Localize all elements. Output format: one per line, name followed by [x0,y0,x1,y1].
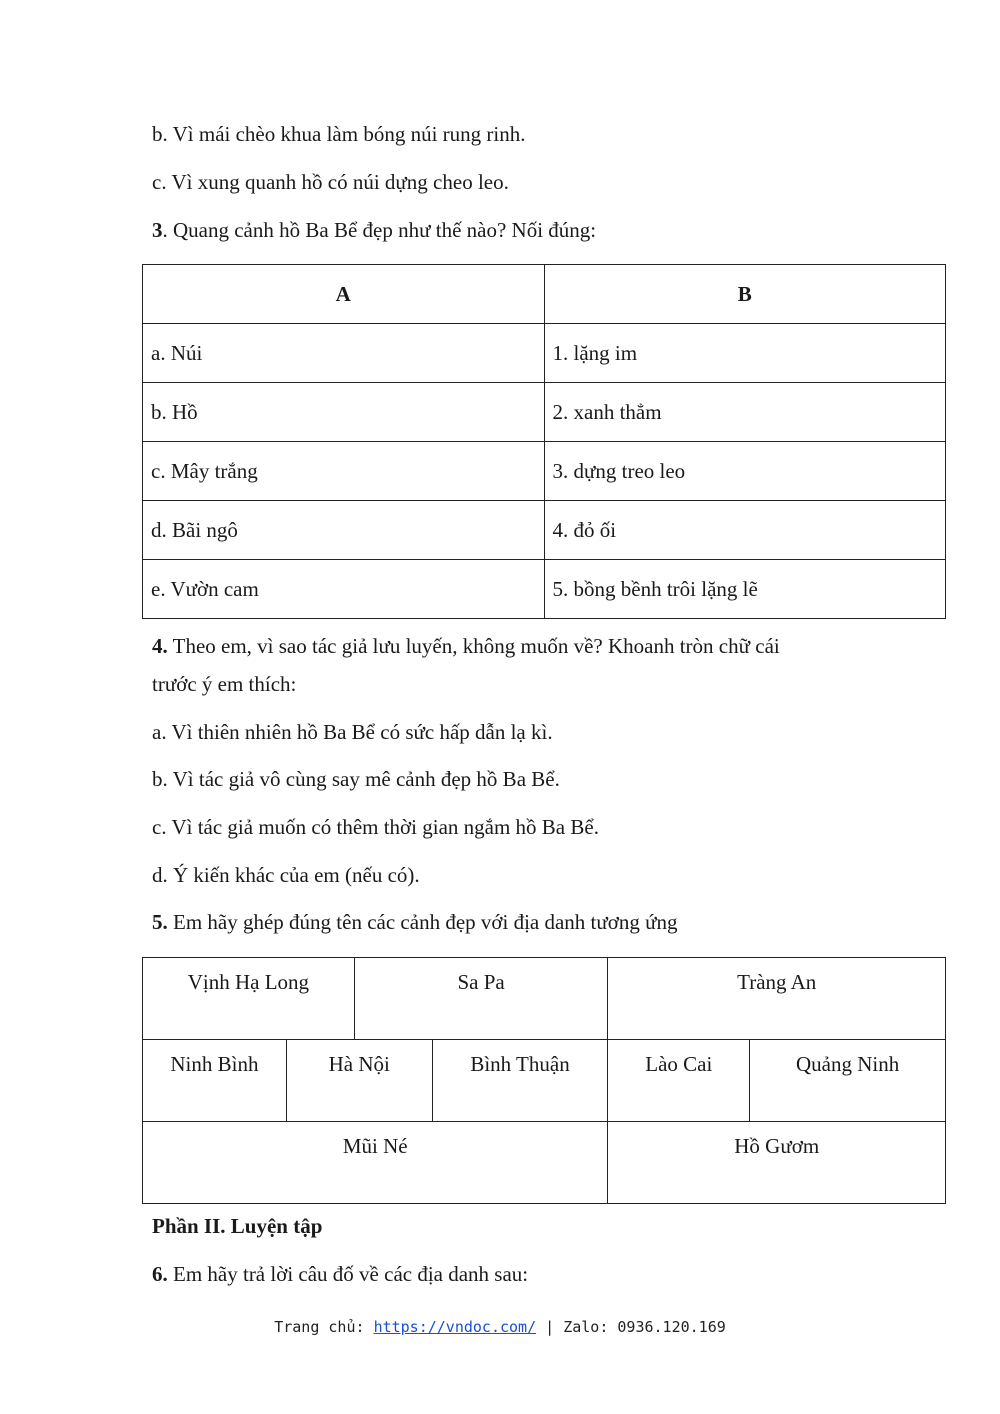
footer-prefix: Trang chủ: [274,1318,374,1336]
place-cell: Quảng Ninh [750,1040,946,1122]
place-cell: Tràng An [608,958,946,1040]
place-cell: Vịnh Hạ Long [143,958,355,1040]
section-title: Phần II. Luyện tập [152,1214,323,1238]
q4-text: Theo em, vì sao tác giả lưu luyến, không muốn về? Khoanh tròn chữ cái [167,634,780,658]
places-table [142,957,946,1204]
place-cell: Lào Cai [608,1040,750,1122]
q3-text: . Quang cảnh hồ Ba Bể đẹp như thế nào? Nối đúng: [162,218,597,242]
place-cell: Hà Nội [286,1040,432,1122]
q4-question-line2: trước ý em thích: [152,672,297,696]
cell-b: 2. xanh thẳm [544,383,946,442]
place-cell: Mũi Né [143,1122,608,1204]
footer-contact: | Zalo: 0936.120.169 [536,1318,726,1336]
cell-a: b. Hồ [143,383,545,442]
cell-b: 3. dựng treo leo [544,442,946,501]
q5-text: Em hãy ghép đúng tên các cảnh đẹp với địa danh tương ứng [167,910,678,934]
table-row [143,501,946,560]
cell-b: 1. lặng im [544,324,946,383]
cell-a: e. Vườn cam [143,560,545,619]
homepage-link[interactable]: https://vndoc.com/ [373,1318,537,1336]
q3-number: 3 [152,218,163,242]
q6-text: Em hãy trả lời câu đố về các địa danh sau: [167,1262,529,1286]
place-cell: Ninh Bình [143,1040,287,1122]
matching-table [142,264,946,619]
table-row [143,383,946,442]
page-footer [0,1318,1000,1336]
cell-b: 4. đỏ ối [544,501,946,560]
table-row [143,442,946,501]
q2-option-b: b. Vì mái chèo khua làm bóng núi rung rinh. [152,122,526,146]
q5-question [152,908,678,936]
cell-a: c. Mây trắng [143,442,545,501]
q4-option-d: d. Ý kiến khác của em (nếu có). [152,863,420,887]
header-b: B [544,265,946,324]
q6-number: 6. [152,1262,168,1286]
table-row [143,958,946,1040]
q4-option-b: b. Vì tác giả vô cùng say mê cảnh đẹp hồ Ba Bể. [152,767,560,791]
q4-option-c: c. Vì tác giả muốn có thêm thời gian ngắm hồ Ba Bể. [152,815,599,839]
table-row [143,1122,946,1204]
q4-option-a: a. Vì thiên nhiên hồ Ba Bể có sức hấp dẫn lạ kì. [152,720,553,744]
q5-number: 5. [152,910,168,934]
q3-question [152,216,596,244]
q6-question [152,1260,528,1288]
table-row [143,1040,946,1122]
cell-b: 5. bồng bềnh trôi lặng lẽ [544,560,946,619]
table-header-row [143,265,946,324]
q4-number: 4. [152,634,168,658]
header-a: A [143,265,545,324]
q4-question-line1 [152,632,780,660]
q2-option-c: c. Vì xung quanh hồ có núi dựng cheo leo. [152,170,509,194]
place-cell: Sa Pa [354,958,608,1040]
table-row [143,560,946,619]
table-row [143,324,946,383]
cell-a: d. Bãi ngô [143,501,545,560]
place-cell: Hồ Gươm [608,1122,946,1204]
place-cell: Bình Thuận [432,1040,608,1122]
cell-a: a. Núi [143,324,545,383]
